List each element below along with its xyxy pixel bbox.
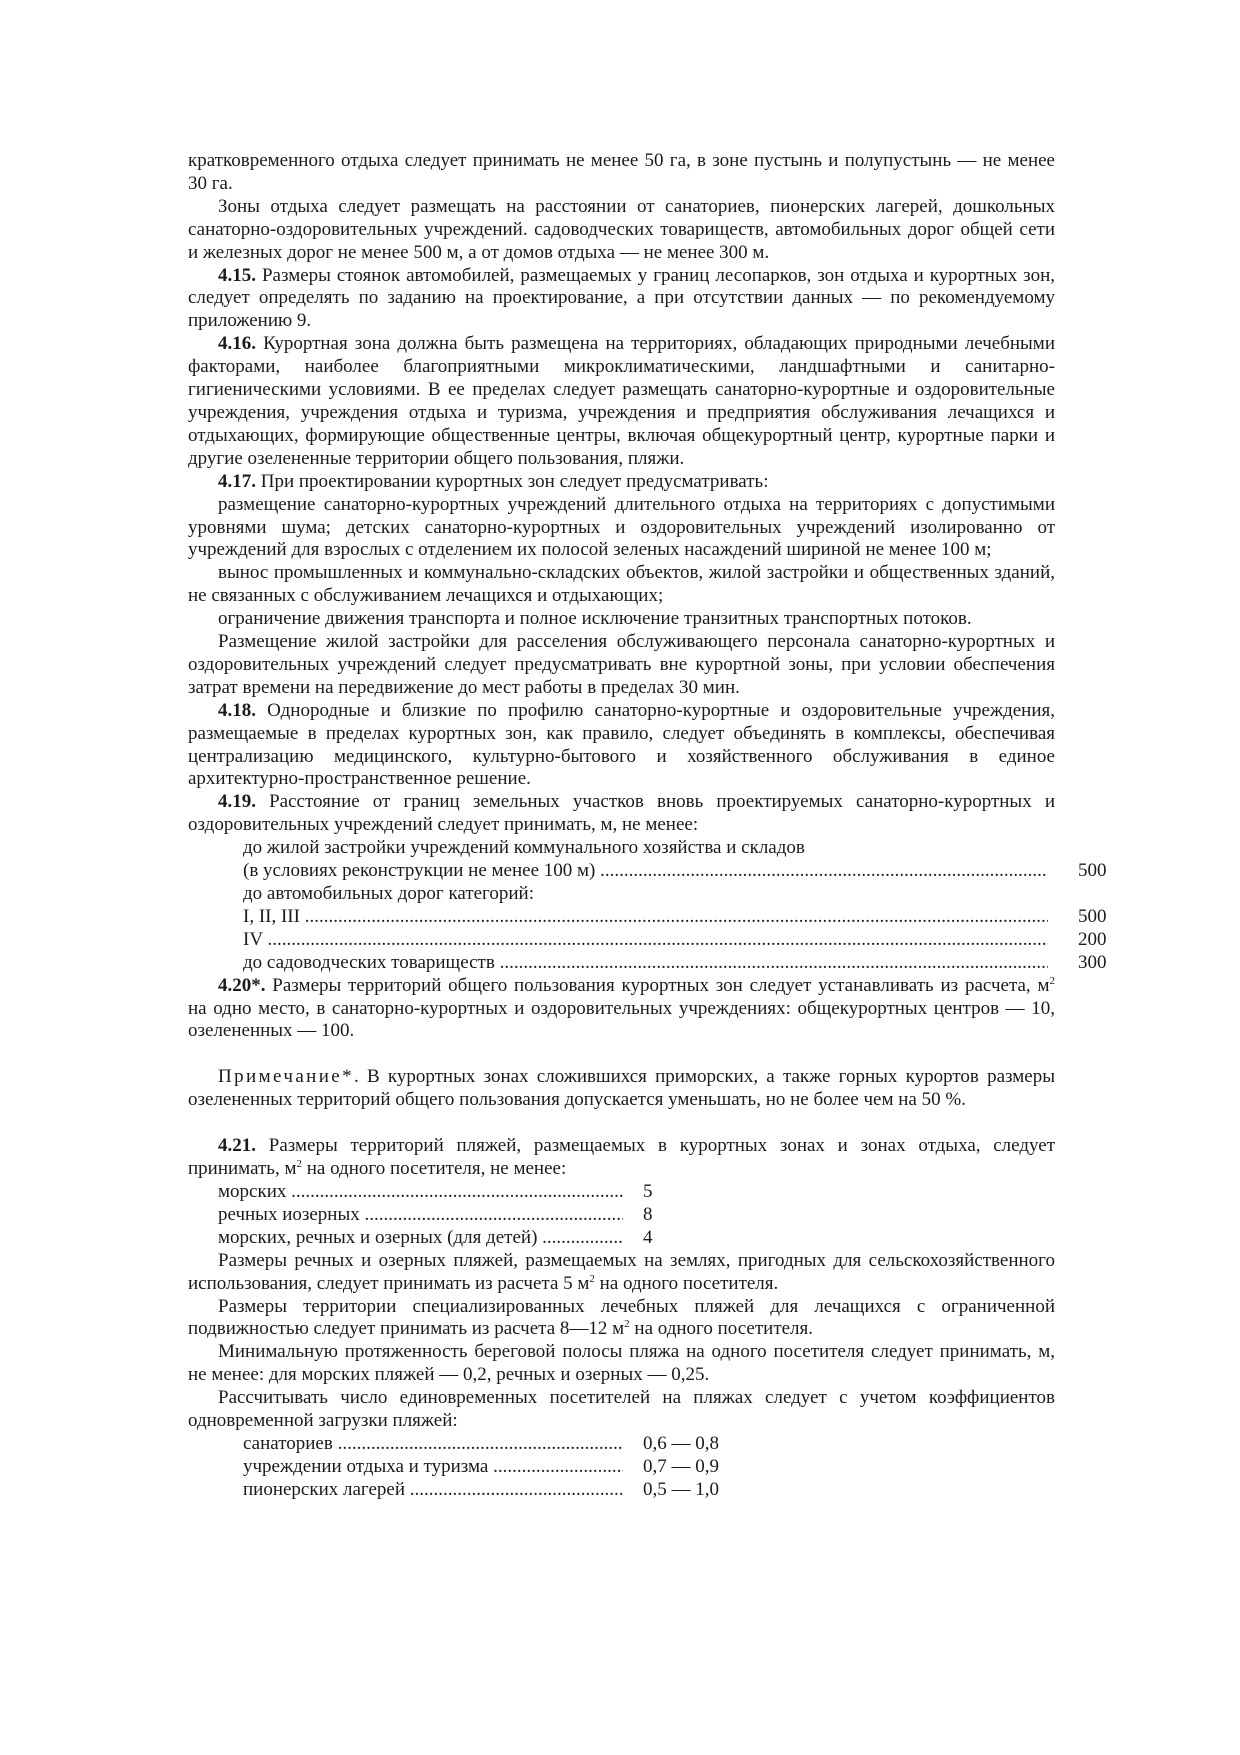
document-body: [188, 150, 1107, 1502]
section-number: 4.20*.: [218, 974, 266, 996]
superscript: 2: [589, 1272, 595, 1285]
section-text: Курортная зона должна быть размещена на территориях, обладающих природными лечебными факторами, наиболее благоприятными микроклиматическими, ландшафтными и санитарно-гигиеническими условиями. В ее пределах следует размещать санаторно-курортные и оздоровительные учреждения, учреждения отдыха и туризма, учреждения и предприятия обслуживания лечащихся и отдыхающих, формирующие общественные центры, включая общекурортный центр, курортные парки и другие озелененные территории общего пользования, пляжи.: [188, 333, 1055, 469]
paragraph-shoreline: Минимальную протяженность береговой полосы пляжа на одного посетителя следует принимать, м, не менее: для морских пляжей — 0,2, речных и озерных — 0,25.: [188, 1341, 1055, 1386]
paragraph-text-cont: на одного посетителя.: [629, 1318, 814, 1340]
paragraph-visitors: Рассчитывать число единовременных посетителей на пляжах следует с учетом коэффициентов одновременной загрузки пляжей:: [188, 1387, 1055, 1432]
paragraph-4-17-item-b: вынос промышленных и коммунально-складских объектов, жилой застройки и общественных зданий, не связанных с обслуживанием лечащихся и отдыхающих;: [188, 562, 1055, 607]
row-value: 8: [643, 1203, 653, 1225]
note-paragraph: [188, 1066, 1055, 1112]
row-value: 4: [643, 1226, 653, 1248]
section-text: При проектировании курортных зон следует предусматривать:: [256, 470, 769, 492]
section-text: Однородные и близкие по профилю санаторно-курортные и оздоровительные учреждения, размещаемые в пределах курортных зон, как правило, следует объединять в комплексы, обеспечивая централизацию медицинского, культурно-бытового и хозяйственного обслуживания в единое архитектурно-пространственное решение.: [188, 699, 1055, 790]
row-value: 0,6 — 0,8: [643, 1432, 719, 1454]
table-row: [188, 1227, 1055, 1250]
paragraph-medical-beaches: [188, 1296, 1055, 1342]
section-4-17: [188, 471, 1055, 494]
table-row: [188, 1456, 1055, 1479]
table-row: [188, 1181, 1055, 1204]
row-label: до садоводческих товариществ .....: [243, 952, 1048, 975]
section-text: Размеры территорий общего пользования курортных зон следует устанавливать из расчета, м: [265, 974, 1050, 996]
table-row: [188, 1433, 1055, 1456]
spacer: [188, 1043, 1055, 1066]
table-row: [188, 951, 1107, 975]
distance-table: [188, 837, 1107, 974]
section-number: 4.19.: [218, 791, 256, 813]
spacer: [188, 1112, 1055, 1135]
paragraph-text-cont: на одного посетителя.: [594, 1272, 779, 1294]
section-4-20: [188, 975, 1055, 1044]
superscript: 2: [296, 1158, 302, 1171]
row-label: I, II, III .....: [243, 906, 1048, 929]
row-label: (в условиях реконструкции не менее 100 м) .....: [243, 860, 1048, 883]
section-text-cont: на одного посетителя, не менее:: [302, 1158, 567, 1180]
paragraph-river-beaches: [188, 1250, 1055, 1296]
row-label: IV .....: [243, 929, 1048, 952]
paragraph-4-17-housing: Размещение жилой застройки для расселения обслуживающего персонала санаторно-курортных и оздоровительных учреждений следует предусматривать вне курортной зоны, при условии обеспечения затрат времени на передвижение до мест работы в пределах 30 мин.: [188, 631, 1055, 698]
paragraph-text: Размеры территории специализированных лечебных пляжей для лечащихся с ограниченной подвижностью следует принимать из расчета 8—12 м: [188, 1295, 1055, 1340]
row-label: до жилой застройки учреждений коммунального хозяйства и складов: [243, 837, 805, 859]
section-number: 4.16.: [218, 333, 256, 355]
section-4-19: [188, 791, 1055, 837]
section-number: 4.15.: [218, 264, 256, 286]
superscript: 2: [624, 1318, 630, 1331]
beach-area-table: [188, 1181, 1055, 1250]
row-value: 5: [643, 1180, 653, 1202]
table-row: [188, 837, 1055, 860]
paragraph-4-17-item-a: размещение санаторно-курортных учреждений длительного отдыха на территориях с допустимыми уровнями шума; детских санаторно-курортных и оздоровительных учреждений изолированно от учреждений для взрослых с отделением их полосой зеленых насаждений шириной не менее 100 м;: [188, 493, 1055, 561]
paragraph-continuation: кратковременного отдыха следует принимать не менее 50 га, в зоне пустынь и полупустынь — не менее 30 га.: [188, 150, 1055, 194]
paragraph-text: Размеры речных и озерных пляжей, размещаемых на землях, пригодных для сельскохозяйственного использования, следует принимать из расчета 5 м: [188, 1249, 1055, 1294]
section-text-cont: на одно место, в санаторно-курортных и оздоровительных учреждениях: общекурортных центров — 10, озелененных — 100.: [188, 997, 1055, 1042]
row-value: 500: [1078, 905, 1107, 927]
table-row: [188, 883, 1055, 906]
section-4-15: [188, 265, 1055, 334]
row-value: 0,5 — 1,0: [643, 1478, 719, 1500]
table-row: [188, 1204, 1055, 1227]
section-text: Размеры территорий пляжей, размещаемых в курортных зонах и зонах отдыха, следует принимать, м: [188, 1135, 1055, 1180]
section-text: Размеры стоянок автомобилей, размещаемых у границ лесопарков, зон отдыха и курортных зон, следует определять по заданию на проектирование, а при отсутствии данных — по рекомендуемому приложению 9.: [188, 264, 1055, 332]
row-label: пионерских лагерей .....: [243, 1479, 623, 1502]
row-label: морских, речных и озерных (для детей) .....: [218, 1227, 623, 1250]
row-label: санаториев .....: [243, 1433, 623, 1456]
section-number: 4.21.: [218, 1135, 256, 1157]
section-4-21: [188, 1135, 1055, 1181]
note-label: Примечание*: [218, 1066, 355, 1088]
row-value: 0,7 — 0,9: [643, 1455, 719, 1477]
row-value: 200: [1078, 928, 1107, 950]
table-row: [188, 860, 1107, 883]
row-value: 300: [1078, 951, 1107, 973]
row-label: речных иозерных .....: [218, 1204, 623, 1227]
section-text: Расстояние от границ земельных участков вновь проектируемых санаторно-курортных и оздоровительных учреждений следует принимать, м, не менее:: [188, 791, 1055, 836]
table-row: [188, 928, 1107, 952]
row-label: учреждении отдыха и туризма .....: [243, 1456, 623, 1479]
paragraph-4-17-item-c: ограничение движения транспорта и полное исключение транзитных транспортных потоков.: [218, 608, 972, 630]
table-row: [188, 1479, 1055, 1502]
table-row: [188, 905, 1107, 929]
row-label: морских .....: [218, 1181, 623, 1204]
section-4-16: [188, 333, 1055, 470]
row-label: до автомобильных дорог категорий:: [243, 883, 534, 904]
load-coefficient-table: [188, 1433, 1055, 1502]
section-number: 4.17.: [218, 470, 256, 492]
note-text: . В курортных зонах сложившихся приморских, а также горных курортов размеры озелененных территорий общего пользования допускается уменьшать, но не более чем на 50 %.: [188, 1066, 1055, 1111]
paragraph-recreation-zones: Зоны отдыха следует размещать на расстоянии от санаториев, пионерских лагерей, дошкольных санаторно-оздоровительных учреждений. садоводческих товариществ, автомобильных дорог общей сети и железных дорог не менее 500 м, а от домов отдыха — не менее 300 м.: [188, 195, 1055, 263]
section-number: 4.18.: [218, 699, 256, 721]
section-4-18: [188, 700, 1055, 792]
row-value: 500: [1078, 860, 1107, 882]
superscript: 2: [1049, 974, 1055, 987]
